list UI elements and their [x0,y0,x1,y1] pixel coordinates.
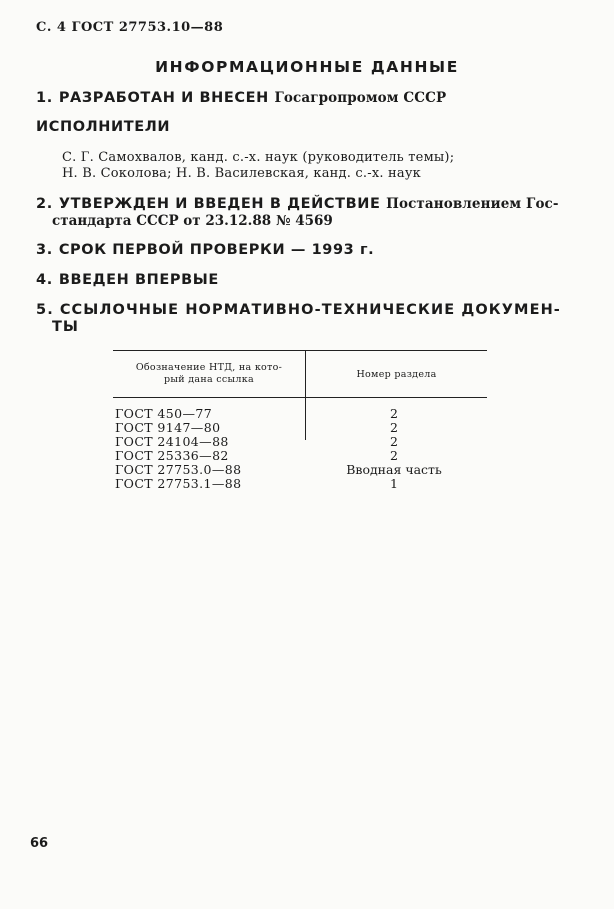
table-cell-document: ГОСТ 9147—80 [115,420,221,435]
section-number: 2. [36,196,53,212]
column-header-line: рый дана ссылка [164,374,254,385]
table-cell-section: 2 [390,434,398,449]
column-header-document [113,351,306,397]
section-introduced [36,272,219,288]
table-cell-section: 2 [390,406,398,421]
table-header [113,350,487,398]
page-header: С. 4 ГОСТ 27753.10—88 [36,20,224,35]
table-row [113,435,487,449]
executor-name: Н. В. Соколова; [62,166,172,181]
section-heading: СРОК ПЕРВОЙ ПРОВЕРКИ — 1993 г. [58,242,375,258]
section-number: 3. [36,242,53,258]
table-body [113,398,487,491]
executors-line-1: С. Г. Самохвалов, канд. с.-х. наук (руководитель темы); [62,150,455,165]
column-header-line: Обозначение НТД, на кото- [135,362,283,373]
executors-heading: ИСПОЛНИТЕЛИ [36,119,171,135]
section-text: Госагропромом СССР [274,90,447,106]
section-number: 5. [36,302,54,318]
section-references [36,302,561,318]
table-cell-document: ГОСТ 27753.0—88 [115,462,242,477]
table-cell-section: 2 [390,420,398,435]
section-approved [36,196,559,212]
table-cell-document: ГОСТ 27753.1—88 [115,476,242,491]
section-references-continuation: ТЫ [52,319,79,335]
table-row [113,449,487,463]
table-cell-document: ГОСТ 450—77 [115,406,213,421]
reference-table [113,350,487,491]
executor-degree: канд. с.-х. наук [313,166,422,181]
table-cell-document: ГОСТ 25336—82 [115,448,229,463]
table-cell-section: 2 [390,448,398,463]
section-text: Постановлением Гос- [386,196,559,212]
section-developed [36,90,446,106]
section-approved-continuation: стандарта СССР от 23.12.88 № 4569 [52,213,333,229]
section-heading: ВВЕДЕН ВПЕРВЫЕ [58,272,219,288]
page-number: 66 [30,836,49,851]
section-heading: УТВЕРЖДЕН И ВВЕДЕН В ДЕЙСТВИЕ [58,196,381,212]
table-cell-section: 1 [390,476,398,491]
table-row [113,477,487,491]
table-row [113,463,487,477]
table-cell-section: Вводная часть [346,462,442,477]
column-header-section: Номер раздела [356,368,437,380]
executor-name: Н. В. Василевская, [176,166,310,181]
section-first-check [36,242,374,258]
page-title: ИНФОРМАЦИОННЫЕ ДАННЫЕ [155,58,459,76]
executors-line-2 [62,166,421,181]
table-row [113,421,487,435]
column-divider [305,396,306,440]
table-cell-document: ГОСТ 24104—88 [115,434,229,449]
table-row [113,407,487,421]
section-number: 1. [36,90,53,106]
section-heading: РАЗРАБОТАН И ВНЕСЕН [58,90,269,106]
section-number: 4. [36,272,53,288]
section-heading: ССЫЛОЧНЫЕ НОРМАТИВНО-ТЕХНИЧЕСКИЕ ДОКУМЕН- [59,302,561,318]
